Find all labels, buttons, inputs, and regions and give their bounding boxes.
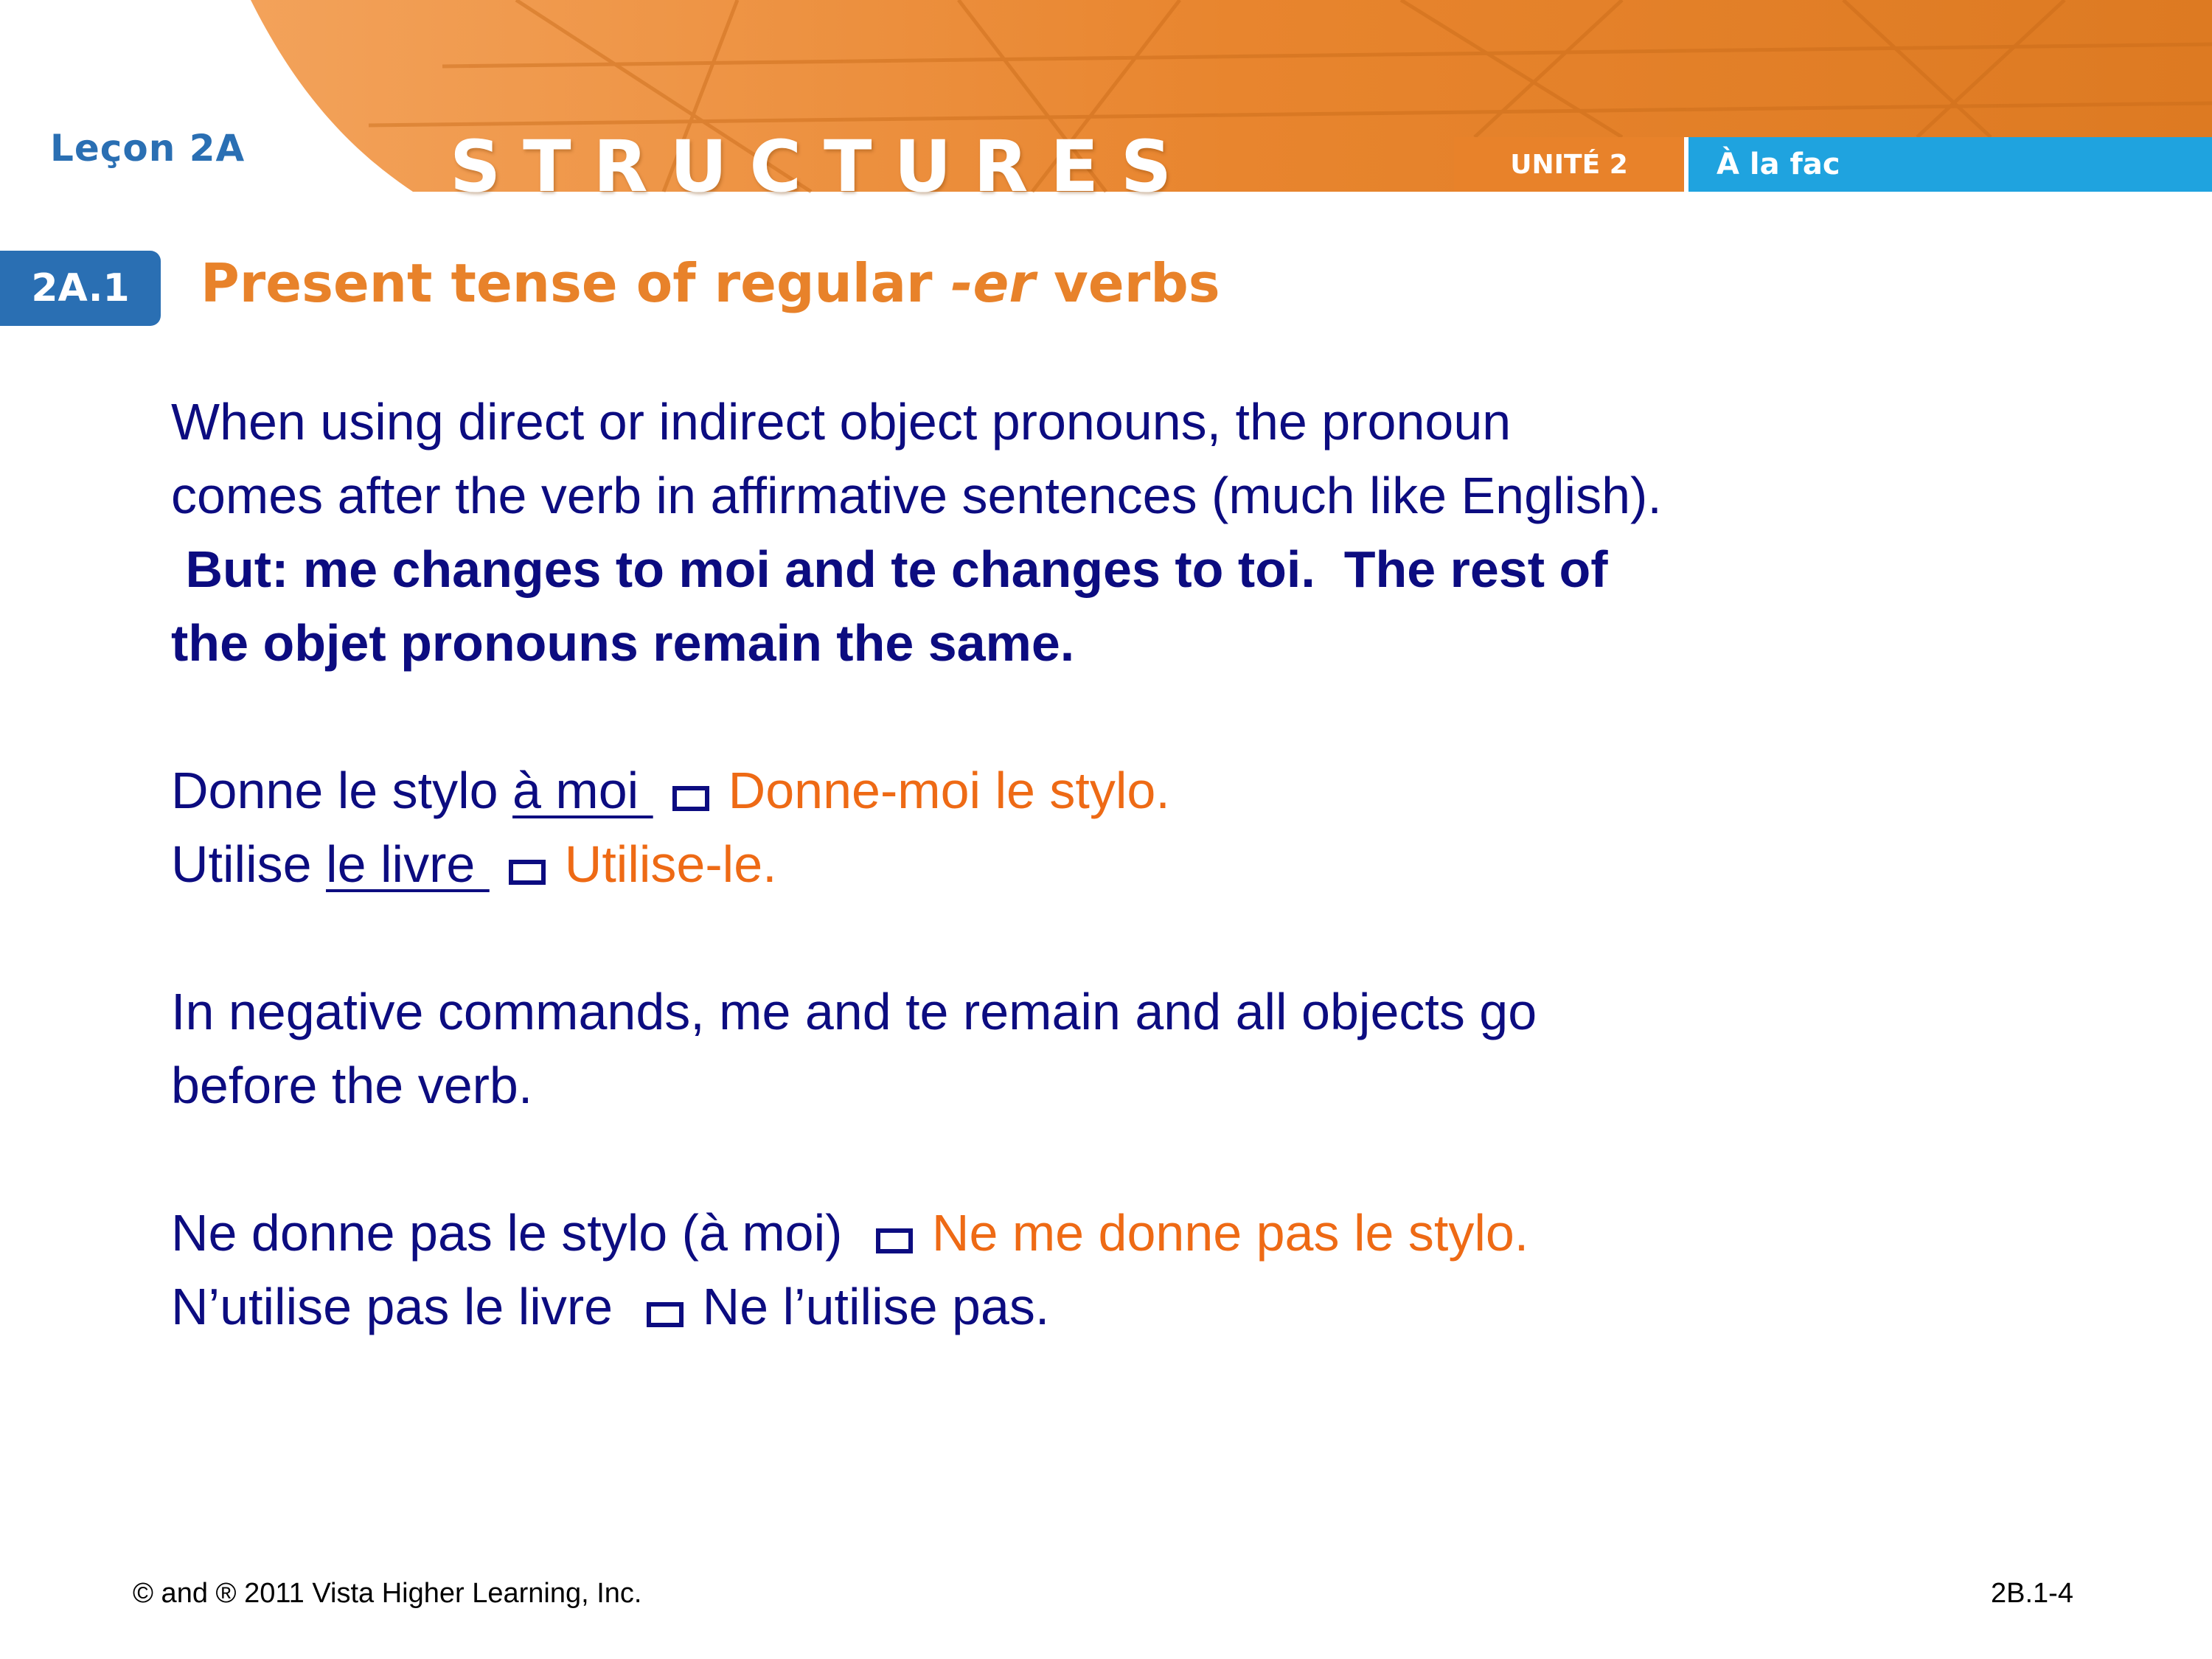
structures-title: STRUCTURES — [450, 125, 1194, 208]
example-4-result: Ne l’utilise pas. — [702, 1278, 1050, 1335]
example-3-result: Ne me donne pas le stylo. — [931, 1204, 1529, 1262]
section-title-em: -er — [950, 252, 1035, 314]
example-2-result: Utilise-le. — [564, 835, 777, 893]
para2-line2: before the verb. — [171, 1057, 533, 1114]
spacer — [171, 901, 2014, 975]
copyright-footer: © and ® 2011 Vista Higher Learning, Inc. — [133, 1578, 642, 1609]
example-4 — [171, 1270, 2014, 1343]
arrow-icon — [672, 790, 709, 811]
unit-tab: UNITÉ 2 — [1454, 137, 1684, 192]
slide-number: 2B.1-4 — [1991, 1578, 2073, 1609]
arrow-icon — [509, 864, 546, 885]
example-1-underlined: à moi — [512, 762, 653, 819]
example-1 — [171, 754, 2014, 827]
example-3 — [171, 1196, 2014, 1270]
arrow-icon — [876, 1233, 913, 1253]
section-title — [201, 252, 1220, 314]
section-badge: 2A.1 — [0, 251, 161, 326]
example-4-prefix: N’utilise pas le livre — [171, 1278, 627, 1335]
section-title-suffix: verbs — [1034, 252, 1220, 314]
example-3-prefix: Ne donne pas le stylo (à moi) — [171, 1204, 857, 1262]
arrow-icon — [647, 1307, 684, 1327]
spacer — [171, 1122, 2014, 1196]
example-2 — [171, 827, 2014, 901]
example-2-prefix: Utilise — [171, 835, 327, 893]
slide-content — [171, 385, 2014, 1343]
lesson-label: Leçon 2A — [50, 127, 246, 170]
para1-line2: comes after the verb in affirmative sentences (much like English). — [171, 467, 1662, 524]
para2-line1: In negative commands, me and te remain and all objects go — [171, 983, 1537, 1040]
section-title-prefix: Present tense of regular — [201, 252, 951, 314]
para1-line1: When using direct or indirect object pronouns, the pronoun — [171, 393, 1512, 451]
para1-line3: But: me changes to moi and te changes to toi. The rest of — [171, 540, 1608, 598]
example-2-underlined: le livre — [326, 835, 490, 893]
para1-line4: the objet pronouns remain the same. — [171, 614, 1075, 672]
spacer — [171, 680, 2014, 754]
unit-name-tab: À la fac — [1688, 137, 2212, 192]
example-1-prefix: Donne le stylo — [171, 762, 513, 819]
example-1-result: Donne-moi le stylo. — [728, 762, 1170, 819]
